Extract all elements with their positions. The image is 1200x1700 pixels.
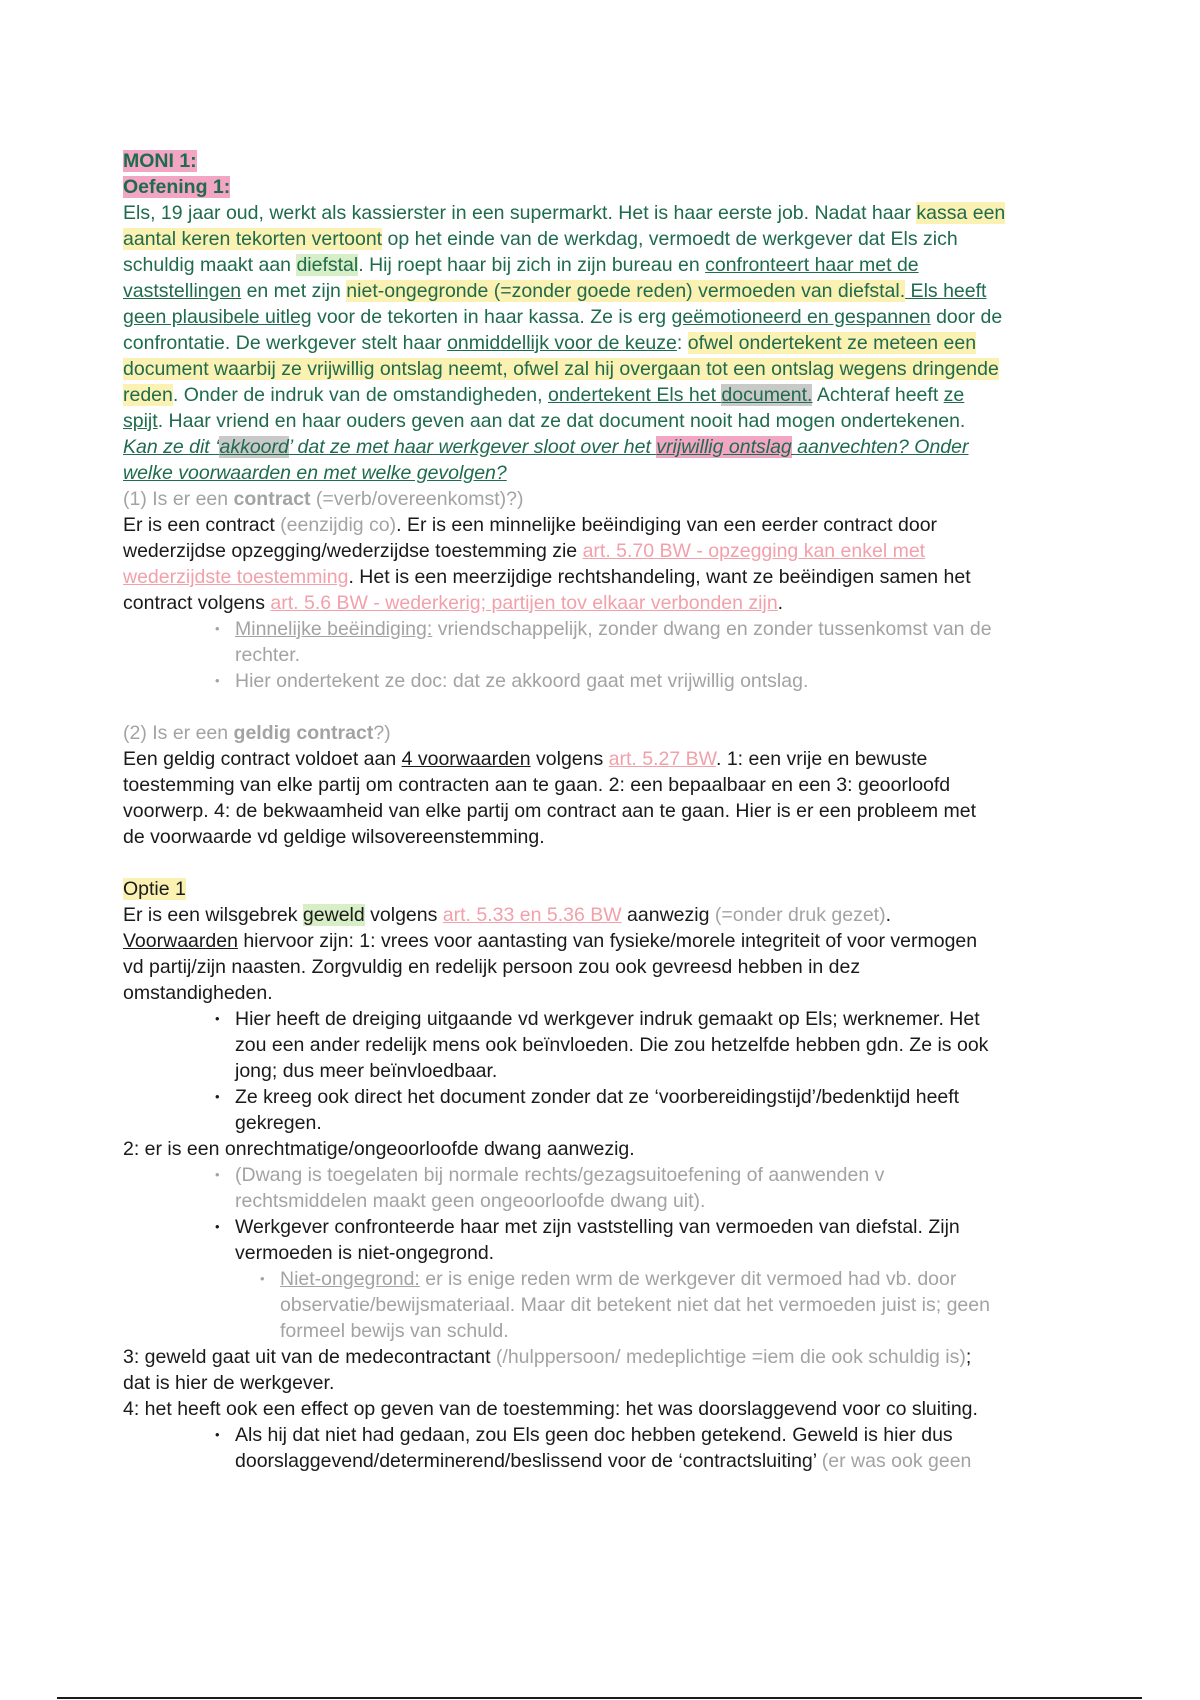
answer-line: vd partij/zijn naasten. Zorgvuldig en redelijk persoon zou ook gevreesd hebben in dez xyxy=(123,956,861,978)
sub-bullet-item: formeel bewijs van schuld. xyxy=(280,1320,509,1342)
answer-line: dat is hier de werkgever. xyxy=(123,1372,335,1394)
bullet-item: • (Dwang is toegelaten bij normale rechts/gezagsuitoefening of aanwenden v xyxy=(215,1164,885,1186)
answer-line: Er is een wilsgebrek geweld volgens art. 5.33 en 5.36 BW aanwezig (=onder druk gezet). xyxy=(123,904,892,926)
answer-line: 4: het heeft ook een effect op geven van de toestemming: het was doorslaggevend voor co sluiting. xyxy=(123,1398,978,1420)
case-line: aantal keren tekorten vertoont op het einde van de werkdag, vermoedt de werkgever dat Els zich xyxy=(123,228,958,250)
answer-line: wederzijdse opzegging/wederzijdse toestemming zie art. 5.70 BW - opzegging kan enkel met xyxy=(123,540,926,562)
bullet-item: • Minnelijke beëindiging: vriendschappelijk, zonder dwang en zonder tussenkomst van de xyxy=(215,618,992,640)
bullet-item: • Hier heeft de dreiging uitgaande vd werkgever indruk gemaakt op Els; werknemer. Het xyxy=(215,1008,980,1030)
bullet-item: rechter. xyxy=(235,644,301,666)
answer-line: 2: er is een onrechtmatige/ongeoorloofde dwang aanwezig. xyxy=(123,1138,635,1160)
bullet-item: • Als hij dat niet had gedaan, zou Els geen doc hebben getekend. Geweld is hier dus xyxy=(215,1424,953,1446)
case-line: document waarbij ze vrijwillig ontslag neemt, ofwel zal hij overgaan tot een ontslag wegens dringende xyxy=(123,358,999,380)
bullet-item: • Ze kreeg ook direct het document zonder dat ze ‘voorbereidingstijd’/bedenktijd heeft xyxy=(215,1086,960,1108)
bullet-item: doorslaggevend/determinerend/beslissend voor de ‘contractsluiting’ (er was ook geen xyxy=(235,1450,972,1472)
case-line: geen plausibele uitleg voor de tekorten in haar kassa. Ze is erg geëmotioneerd en gespannen door de xyxy=(123,306,1003,328)
bullet-item: • Hier ondertekent ze doc: dat ze akkoord gaat met vrijwillig ontslag. xyxy=(215,670,809,692)
answer-line: de voorwaarde vd geldige wilsovereenstemming. xyxy=(123,826,545,848)
answer-line: Een geldig contract voldoet aan 4 voorwaarden volgens art. 5.27 BW. 1: een vrije en bewuste xyxy=(123,748,928,770)
exercise-title: Oefening 1: xyxy=(123,176,231,198)
bullet-item: rechtsmiddelen maakt geen ongeoorloofde dwang uit). xyxy=(235,1190,706,1212)
bullet-item: vermoeden is niet-ongegrond. xyxy=(235,1242,495,1264)
answer-line: contract volgens art. 5.6 BW - wederkerig; partijen tov elkaar verbonden zijn. xyxy=(123,592,784,614)
bullet-item: jong; dus meer beïnvloedbaar. xyxy=(235,1060,498,1082)
question-2: (2) Is er een geldig contract?) xyxy=(123,722,391,744)
document-body xyxy=(123,148,1118,1474)
answer-line: 3: geweld gaat uit van de medecontractant (/hulppersoon/ medeplichtige =iem die ook schuldig is); xyxy=(123,1346,972,1368)
case-line: confrontatie. De werkgever stelt haar onmiddellijk voor de keuze: ofwel ondertekent ze meteen een xyxy=(123,332,977,354)
case-line: vaststellingen en met zijn niet-ongegronde (=zonder goede reden) vermoeden van diefstal. Els heeft xyxy=(123,280,987,302)
option-label: Optie 1 xyxy=(123,878,186,900)
answer-line: voorwerp. 4: de bekwaamheid van elke partij om contract aan te gaan. Hier is er een probleem met xyxy=(123,800,977,822)
bullet-item: • Werkgever confronteerde haar met zijn vaststelling van vermoeden van diefstal. Zijn xyxy=(215,1216,960,1238)
case-line: spijt. Haar vriend en haar ouders geven aan dat ze dat document nooit had mogen ondertekenen. xyxy=(123,410,966,432)
answer-line: Voorwaarden hiervoor zijn: 1: vrees voor aantasting van fysieke/morele integriteit of voor vermogen xyxy=(123,930,978,952)
case-line: reden. Onder de indruk van de omstandigheden, ondertekent Els het document. Achteraf heeft ze xyxy=(123,384,965,406)
sub-bullet-item: • Niet-ongegrond: er is enige reden wrm de werkgever dit vermoed had vb. door xyxy=(260,1268,957,1290)
answer-line: Er is een contract (eenzijdig co). Er is een minnelijke beëindiging van een eerder contract door xyxy=(123,514,938,536)
answer-line: toestemming van elke partij om contracten aan te gaan. 2: een bepaalbaar en een 3: geoorloofd xyxy=(123,774,951,796)
answer-line: omstandigheden. xyxy=(123,982,273,1004)
case-question: Kan ze dit ‘akkoord’ dat ze met haar werkgever sloot over het vrijwillig ontslag aanvechten? Onder xyxy=(123,436,969,458)
case-line: Els, 19 jaar oud, werkt als kassierster in een supermarkt. Het is haar eerste job. Nadat haar kassa een xyxy=(123,202,1006,224)
bullet-item: gekregen. xyxy=(235,1112,322,1134)
answer-line: wederzijdste toestemming. Het is een meerzijdige rechtshandeling, want ze beëindigen samen het xyxy=(123,566,971,588)
case-question: welke voorwaarden en met welke gevolgen? xyxy=(123,462,507,484)
case-line: schuldig maakt aan diefstal. Hij roept haar bij zich in zijn bureau en confronteert haar met de xyxy=(123,254,919,276)
doc-heading: MONI 1: xyxy=(123,150,197,172)
page-divider xyxy=(57,1697,1142,1699)
question-1: (1) Is er een contract (=verb/overeenkomst)?) xyxy=(123,488,524,510)
bullet-item: zou een ander redelijk mens ook beïnvloeden. Die zou hetzelfde hebben gdn. Ze is ook xyxy=(235,1034,989,1056)
sub-bullet-item: observatie/bewijsmateriaal. Maar dit betekent niet dat het vermoeden juist is; geen xyxy=(280,1294,990,1316)
